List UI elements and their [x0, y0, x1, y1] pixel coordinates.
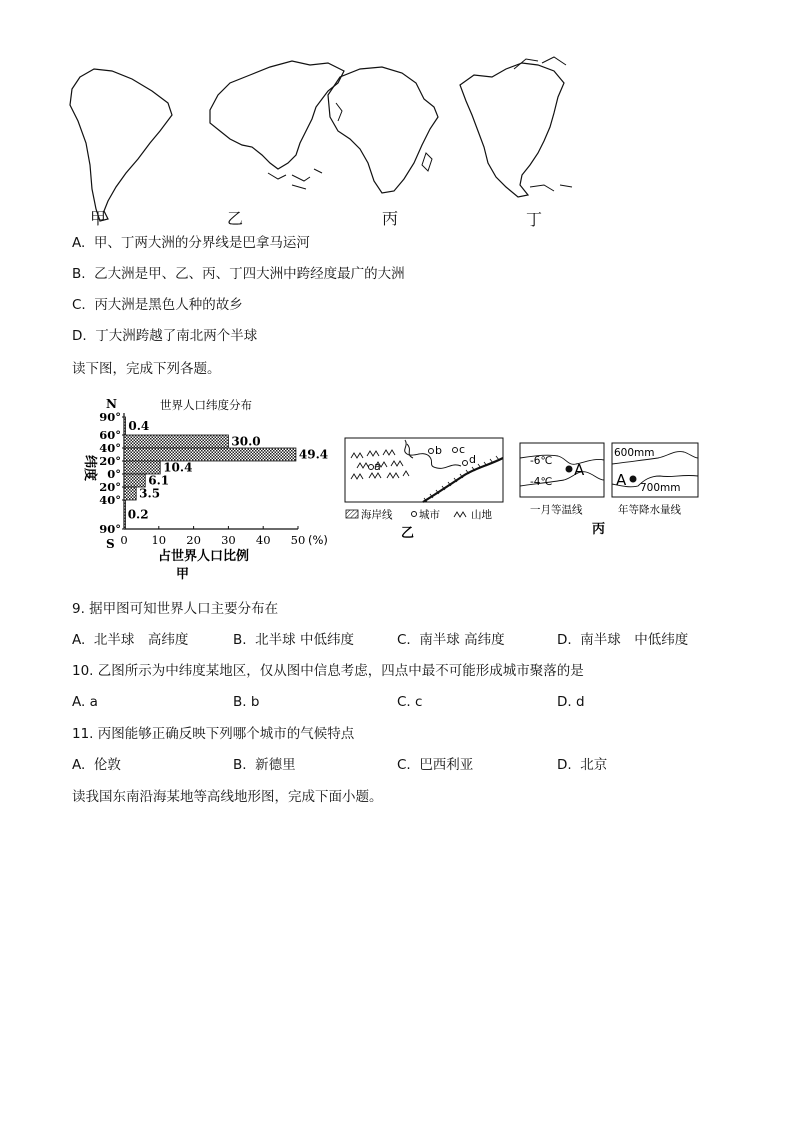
fig-jia-chart [72, 393, 344, 588]
isotherm-caption: 一月等温线 [530, 504, 583, 516]
intro-text-1: 读下图，完成下列各题。 [72, 361, 221, 377]
option-letter: A. [72, 757, 86, 773]
y-bottom-label: S [106, 537, 115, 551]
city-point-a [369, 465, 374, 470]
q9-stem: 9. 据甲图可知世界人口主要分布在 [72, 601, 279, 617]
map-label-ding: 丁 [526, 210, 543, 229]
option-text: 新德里 [255, 757, 296, 773]
y-tick-label-3: 20° [99, 454, 121, 468]
q9-option-b [233, 631, 354, 649]
y-tick-label-7: 90° [99, 522, 121, 536]
isohyet-label-1: 600mm [614, 447, 655, 459]
isotherm-frame [520, 443, 604, 497]
point-label-c: c [459, 443, 466, 456]
bar-value-label-0: 0.4 [128, 419, 150, 433]
option-letter: D. [557, 632, 572, 648]
isohyet-point-a [630, 476, 637, 483]
y-tick-label-1: 60° [99, 428, 121, 442]
option-letter: A. [72, 632, 86, 648]
q10-option-a [72, 693, 98, 711]
option-text: 北京 [580, 757, 608, 773]
legend-city-label: 城市 [419, 509, 440, 521]
q9-option-c [397, 631, 505, 649]
isotherm-label-1: -6℃ [530, 455, 553, 467]
q11-option-a [72, 756, 121, 774]
option-letter: B. [233, 632, 247, 648]
q10-stem: 10. 乙图所示为中纬度某地区，仅从图中信息考虑，四点中最不可能形成城市聚落的是 [72, 663, 584, 679]
bar-4 [124, 474, 145, 487]
bar-value-label-5: 3.5 [139, 486, 161, 501]
option-text: 南半球 中低纬度 [580, 632, 689, 648]
chart-title: 世界人口纬度分布 [160, 398, 252, 412]
chart-xlabel: 占世界人口比例 [158, 549, 250, 564]
x-tick-label-4: 40 [255, 533, 271, 547]
fig-yi-caption: 乙 [401, 526, 415, 541]
q8-option-c [72, 296, 243, 314]
x-tick-label-0: 0 [120, 533, 128, 547]
bar-value-label-6: 0.2 [127, 507, 149, 522]
option-letter: C. [72, 297, 86, 313]
legend-mountain-icon [454, 512, 466, 517]
option-letter: B. [233, 757, 247, 773]
x-tick-label-1: 10 [151, 533, 167, 547]
option-text: 丙大洲是黑色人种的故乡 [94, 297, 243, 313]
point-label-a: a [374, 460, 381, 473]
chart-ylabel: 纬度 [82, 455, 97, 482]
option-text: 南半球 高纬度 [419, 632, 505, 648]
isohyet-caption: 年等降水量线 [618, 504, 681, 516]
bar-3 [124, 461, 160, 474]
madagascar-outline [422, 153, 432, 171]
y-tick-label-5: 20° [99, 480, 121, 494]
q11-option-b [233, 756, 296, 774]
intro-text-2: 读我国东南沿海某地等高线地形图，完成下面小题。 [72, 789, 383, 805]
x-tick-label-2: 20 [186, 533, 201, 547]
option-letter: C. [397, 632, 411, 648]
continent-maps [60, 55, 605, 230]
point-label-d: d [469, 453, 476, 466]
bar-5 [124, 487, 136, 500]
option-text: 伦敦 [93, 757, 121, 773]
q10-option-d [557, 693, 585, 711]
city-point-d [463, 461, 468, 466]
option-letter: A. [72, 235, 86, 251]
isotherm-point-a [566, 466, 573, 473]
q9-option-a [72, 631, 188, 649]
option-letter: D. [557, 694, 572, 710]
q8-option-a [72, 234, 310, 252]
option-text: 北半球 高纬度 [93, 632, 189, 648]
map-label-yi: 乙 [227, 209, 244, 228]
q8-option-d [72, 327, 257, 345]
x-tick-label-3: 30 [221, 533, 236, 547]
q11-stem: 11. 丙图能够正确反映下列哪个城市的气候特点 [72, 726, 355, 742]
isotherm-point-label: A [574, 461, 585, 479]
y-tick-label-0: 90° [99, 410, 121, 424]
map-frame [345, 438, 503, 502]
bar-value-label-3: 10.4 [163, 460, 193, 475]
north-america-outline [460, 63, 564, 197]
asia-outline [210, 61, 344, 169]
bar-value-label-1: 30.0 [231, 434, 261, 449]
bar-0 [124, 417, 126, 435]
north-america-islands [514, 57, 572, 191]
option-letter: C. [397, 757, 411, 773]
q11-option-c [397, 756, 473, 774]
option-text: c [415, 694, 423, 710]
point-label-b: b [435, 444, 442, 457]
legend-coast-label: 海岸线 [361, 509, 393, 521]
fig-yi-map [343, 436, 505, 542]
option-letter: D. [557, 757, 572, 773]
legend-coast-swatch [346, 510, 358, 518]
bar-value-label-2: 49.4 [298, 447, 329, 462]
x-tick-label-5: 50 [290, 533, 306, 547]
chart-caption: 甲 [176, 567, 190, 582]
legend-mountain-label: 山地 [471, 509, 492, 521]
option-letter: A. [72, 694, 86, 710]
option-letter: B. [72, 266, 86, 282]
option-text: d [575, 694, 585, 710]
option-text: b [250, 694, 260, 710]
y-tick-label-6: 40° [99, 493, 121, 507]
bar-1 [124, 435, 228, 448]
option-letter: C. [397, 694, 411, 710]
option-text: 巴西利亚 [419, 757, 474, 773]
map-label-bing: 丙 [382, 209, 399, 228]
map-label-jia: 甲 [90, 209, 107, 228]
q8-option-b [72, 265, 405, 283]
option-text: 甲、丁两大洲的分界线是巴拿马运河 [93, 235, 310, 251]
q10-option-b [233, 693, 259, 711]
q11-option-d [557, 756, 607, 774]
isohyet-label-2: 700mm [640, 482, 681, 494]
option-letter: B. [233, 694, 247, 710]
south-america-outline [70, 69, 172, 221]
isohyet-point-label: A [616, 471, 627, 489]
bar-6 [124, 500, 126, 529]
bar-2 [124, 448, 296, 461]
option-text: 北半球 中低纬度 [255, 632, 354, 648]
asia-islands [268, 103, 342, 189]
fig-bing [518, 440, 704, 540]
bar-value-label-4: 6.1 [148, 473, 170, 488]
africa-outline [328, 67, 438, 193]
city-point-b [429, 449, 434, 454]
q10-option-c [397, 693, 422, 711]
isotherm-label-2: -4℃ [530, 476, 553, 488]
option-text: 乙大洲是甲、乙、丙、丁四大洲中跨经度最广的大洲 [94, 266, 405, 282]
option-text: a [89, 694, 98, 710]
q9-option-d [557, 631, 688, 649]
legend-city-icon [412, 512, 417, 517]
x-unit-label: (%) [308, 533, 328, 547]
y-top-label: N [106, 397, 117, 411]
fig-bing-caption: 丙 [592, 522, 606, 537]
y-tick-label-4: 0° [107, 467, 121, 481]
option-text: 丁大洲跨越了南北两个半球 [95, 328, 258, 344]
y-tick-label-2: 40° [99, 441, 121, 455]
city-point-c [453, 448, 458, 453]
option-letter: D. [72, 328, 87, 344]
